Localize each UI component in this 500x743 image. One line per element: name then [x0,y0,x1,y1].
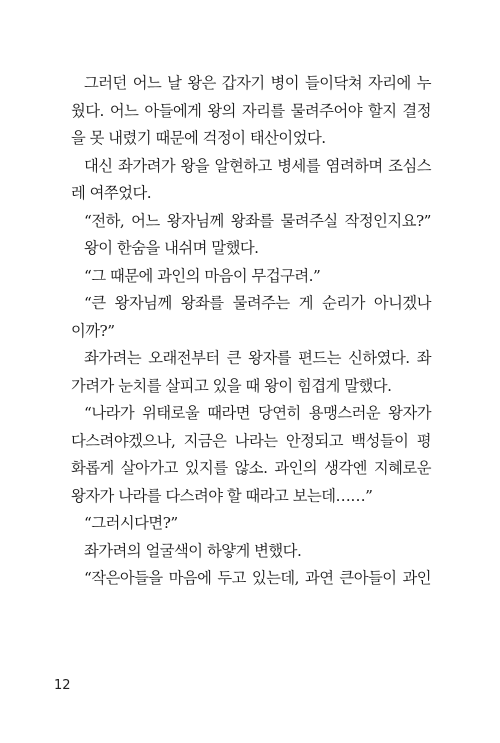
text-line: 다스려야겠으나, 지금은 나라는 안정되고 백성들이 평 [71,431,431,450]
text-line: “그 때문에 과인의 마음이 무겁구려.” [84,266,321,285]
text-line: 대신 좌가려가 왕을 알현하고 병세를 염려하며 조심스 [84,156,431,175]
body-text [71,70,431,593]
text-line: “큰 왕자님께 왕좌를 물려주는 게 순리가 아니겠나 [84,294,431,312]
text-line: “전하, 어느 왕자님께 왕좌를 물려주실 작정인지요?” [84,211,431,230]
text-line: 왕이 한숨을 내쉬며 말했다. [84,239,259,257]
text-line: 가려가 눈치를 살피고 있을 때 왕이 힘겹게 말했다. [71,376,392,395]
text-line: “그러시다면?” [84,514,178,532]
text-line: 을 못 내렸기 때문에 걱정이 태산이었다. [71,129,326,147]
text-line: “작은아들을 마음에 두고 있는데, 과연 큰아들이 과인 [84,569,431,587]
text-line: “나라가 위태로울 때라면 당연히 용맹스러운 왕자가 [84,404,431,422]
text-line: 그러던 어느 날 왕은 갑자기 병이 들이닥쳐 자리에 누 [84,74,431,92]
page-number: 12 [54,678,71,693]
text-line: 좌가려는 오래전부터 큰 왕자를 편드는 신하였다. 좌 [84,349,431,367]
text-line: 웠다. 어느 아들에게 왕의 자리를 물려주어야 할지 결정 [71,101,431,120]
text-line: 화롭게 살아가고 있지를 않소. 과인의 생각엔 지혜로운 [71,459,431,477]
text-line: 왕자가 나라를 다스려야 할 때라고 보는데……” [71,486,373,505]
text-line: 이까?” [71,321,115,340]
text-line: 좌가려의 얼굴색이 하얗게 변했다. [84,541,302,560]
text-line: 레 여쭈었다. [71,184,152,202]
